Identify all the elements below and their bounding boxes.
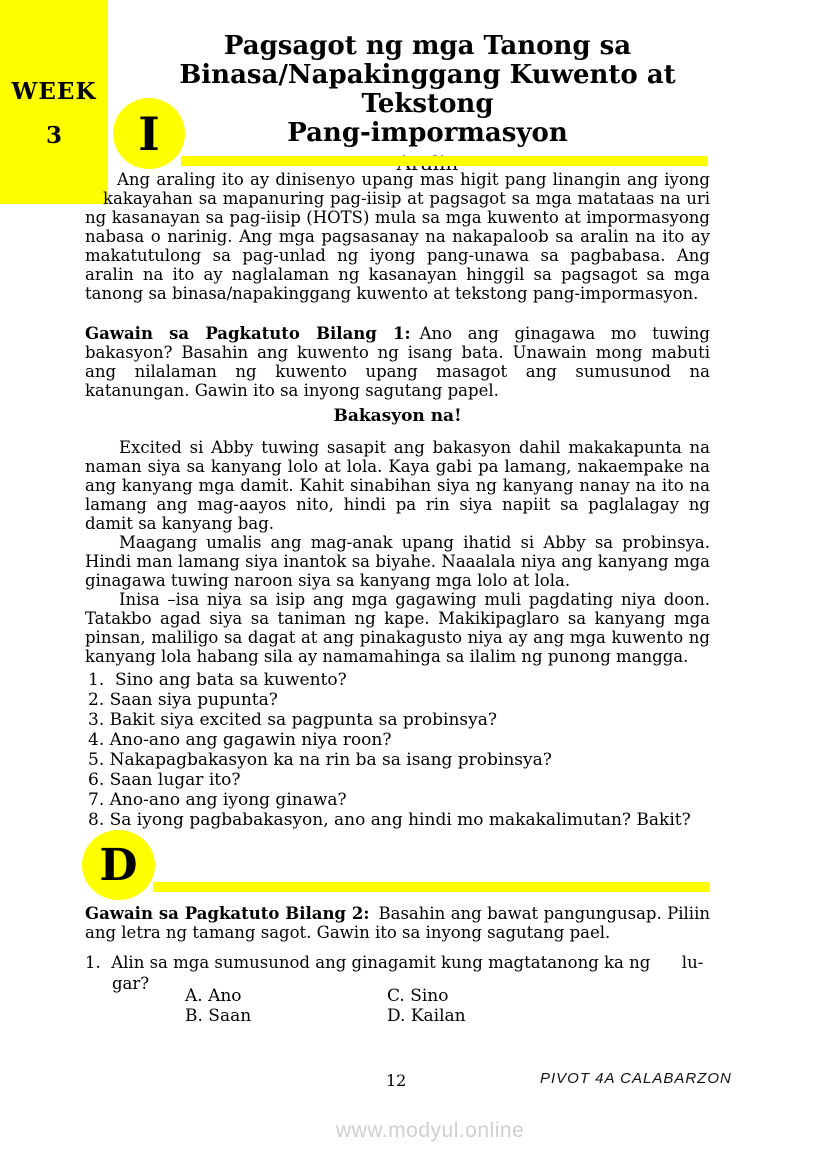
mc-option-a: A. Ano (185, 986, 242, 1006)
activity1-instructions: Ano ang ginagawa mo tuwing bakasyon? Basahin ang kuwento ng isang bata. Unawain mong mabuti ang nilalaman ng kuwento upang masagot ang sumusunod na katanungan. Gawin ito sa inyong sagutang papel. (85, 324, 710, 400)
section-introduction-badge (113, 98, 185, 169)
question-item-5: 5. Nakapagbakasyon ka na rin ba sa isang probinsya? (88, 750, 552, 770)
question-list (88, 670, 718, 830)
question-item-6: 6. Saan lugar ito? (88, 770, 241, 790)
week-label: WEEK (11, 78, 97, 105)
section-development-badge (82, 830, 155, 900)
question-item-3: 3. Bakit siya excited sa pagpunta sa probinsya? (88, 710, 497, 730)
week-number: 3 (45, 122, 62, 149)
section-introduction-accent-bar (181, 156, 708, 166)
question-item-4: 4. Ano-ano ang gagawin niya roon? (88, 730, 392, 750)
story-paragraph-3: Inisa –isa niya sa isip ang mga gagawing muli pagdating niya doon. Tatakbo agad siya sa taniman ng kape. Makikipaglaro sa kanyang mga pinsan, maliligo sa dagat at ang pinakagusto niya ay ang mga kuwento ng kanyang lola habang sila ay namamahinga sa ilalim ng punong mangga. (85, 590, 710, 666)
story-paragraph-2: Maagang umalis ang mag-anak upang ihatid si Abby sa probinsya. Hindi man lamang siya inantok sa biyahe. Naaalala niya ang kanyang mga ginagawa tuwing naroon siya sa kanyang mga lolo at lola. (85, 533, 710, 590)
activity2-heading (85, 904, 710, 942)
title-line-3: Pang-impormasyon (287, 118, 568, 148)
activity1-label: Gawain sa Pagkatuto Bilang 1: (85, 324, 411, 343)
story-paragraph-1: Excited si Abby tuwing sasapit ang bakasyon dahil makakapunta na naman siya sa kanyang lolo at lola. Kaya gabi pa lamang, nakaempake na ang kanyang mga damit. Kahit sinabihan siya ng kanyang nanay na ito na lamang ang mag-aayos nito, hindi pa rin siya napiit sa paglalagay ng damit sa kanyang bag. (85, 438, 710, 533)
question-item-2: 2. Saan siya pupunta? (88, 690, 278, 710)
mc-option-c: C. Sino (387, 986, 449, 1006)
activity2-instructions: Basahin ang bawat pangungusap. Piliin ang letra ng tamang sagot. Gawin ito sa inyong sagutang pael. (85, 904, 710, 942)
mc-question-line-1: 1. Alin sa mga sumusunod ang ginagamit kung magtatanong ka ng lu- (85, 953, 704, 972)
mc-options (185, 986, 466, 1026)
mc-option-b: B. Saan (185, 1006, 252, 1026)
page-title (110, 32, 745, 176)
mc-question-line-2: gar? (112, 974, 150, 993)
section-introduction-letter: I (138, 106, 160, 161)
story (85, 438, 710, 666)
sidebar-wrap-spacer (85, 170, 103, 207)
intro-paragraph (85, 170, 710, 303)
module-footer-label: PIVOT 4A CALABARZON (540, 1070, 732, 1087)
section-development-accent-bar (153, 882, 710, 892)
activity2-label: Gawain sa Pagkatuto Bilang 2: (85, 904, 370, 923)
intro-paragraph-text: Ang araling ito ay dinisenyo upang mas higit pang linangin ang iyong kakayahan sa mapanuring pag-iisip at pagsagot sa mga matataas na uri ng kasanayan sa pag-iisip (HOTS) mula sa mga kuwento at impormasyong nabasa o narinig. Ang mga pagsasanay na nakapaloob sa aralin na ito ay makatutulong sa pag-unlad ng iyong pang-unawa sa pagbabasa. Ang aralin na ito ay naglalaman ng kasanayan hinggil sa pagsagot sa mga tanong sa binasa/napakinggang kuwento at tekstong pang-impormasyon. (85, 170, 710, 303)
title-line-1: Pagsagot ng mga Tanong sa (223, 31, 632, 61)
page-number: 12 (386, 1071, 407, 1090)
section-development-letter: D (99, 839, 138, 891)
activity1-heading (85, 324, 710, 400)
title-line-2: Binasa/Napakinggang Kuwento at Tekstong (179, 60, 676, 119)
mc-option-d: D. Kailan (387, 1006, 466, 1026)
story-title: Bakasyon na! (333, 406, 462, 426)
question-item-8: 8. Sa iyong pagbabakasyon, ano ang hindi mo makakalimutan? Bakit? (88, 810, 691, 830)
question-item-1: 1. Sino ang bata sa kuwento? (88, 670, 347, 690)
watermark: www.modyul.online (336, 1119, 525, 1142)
question-item-7: 7. Ano-ano ang iyong ginawa? (88, 790, 347, 810)
